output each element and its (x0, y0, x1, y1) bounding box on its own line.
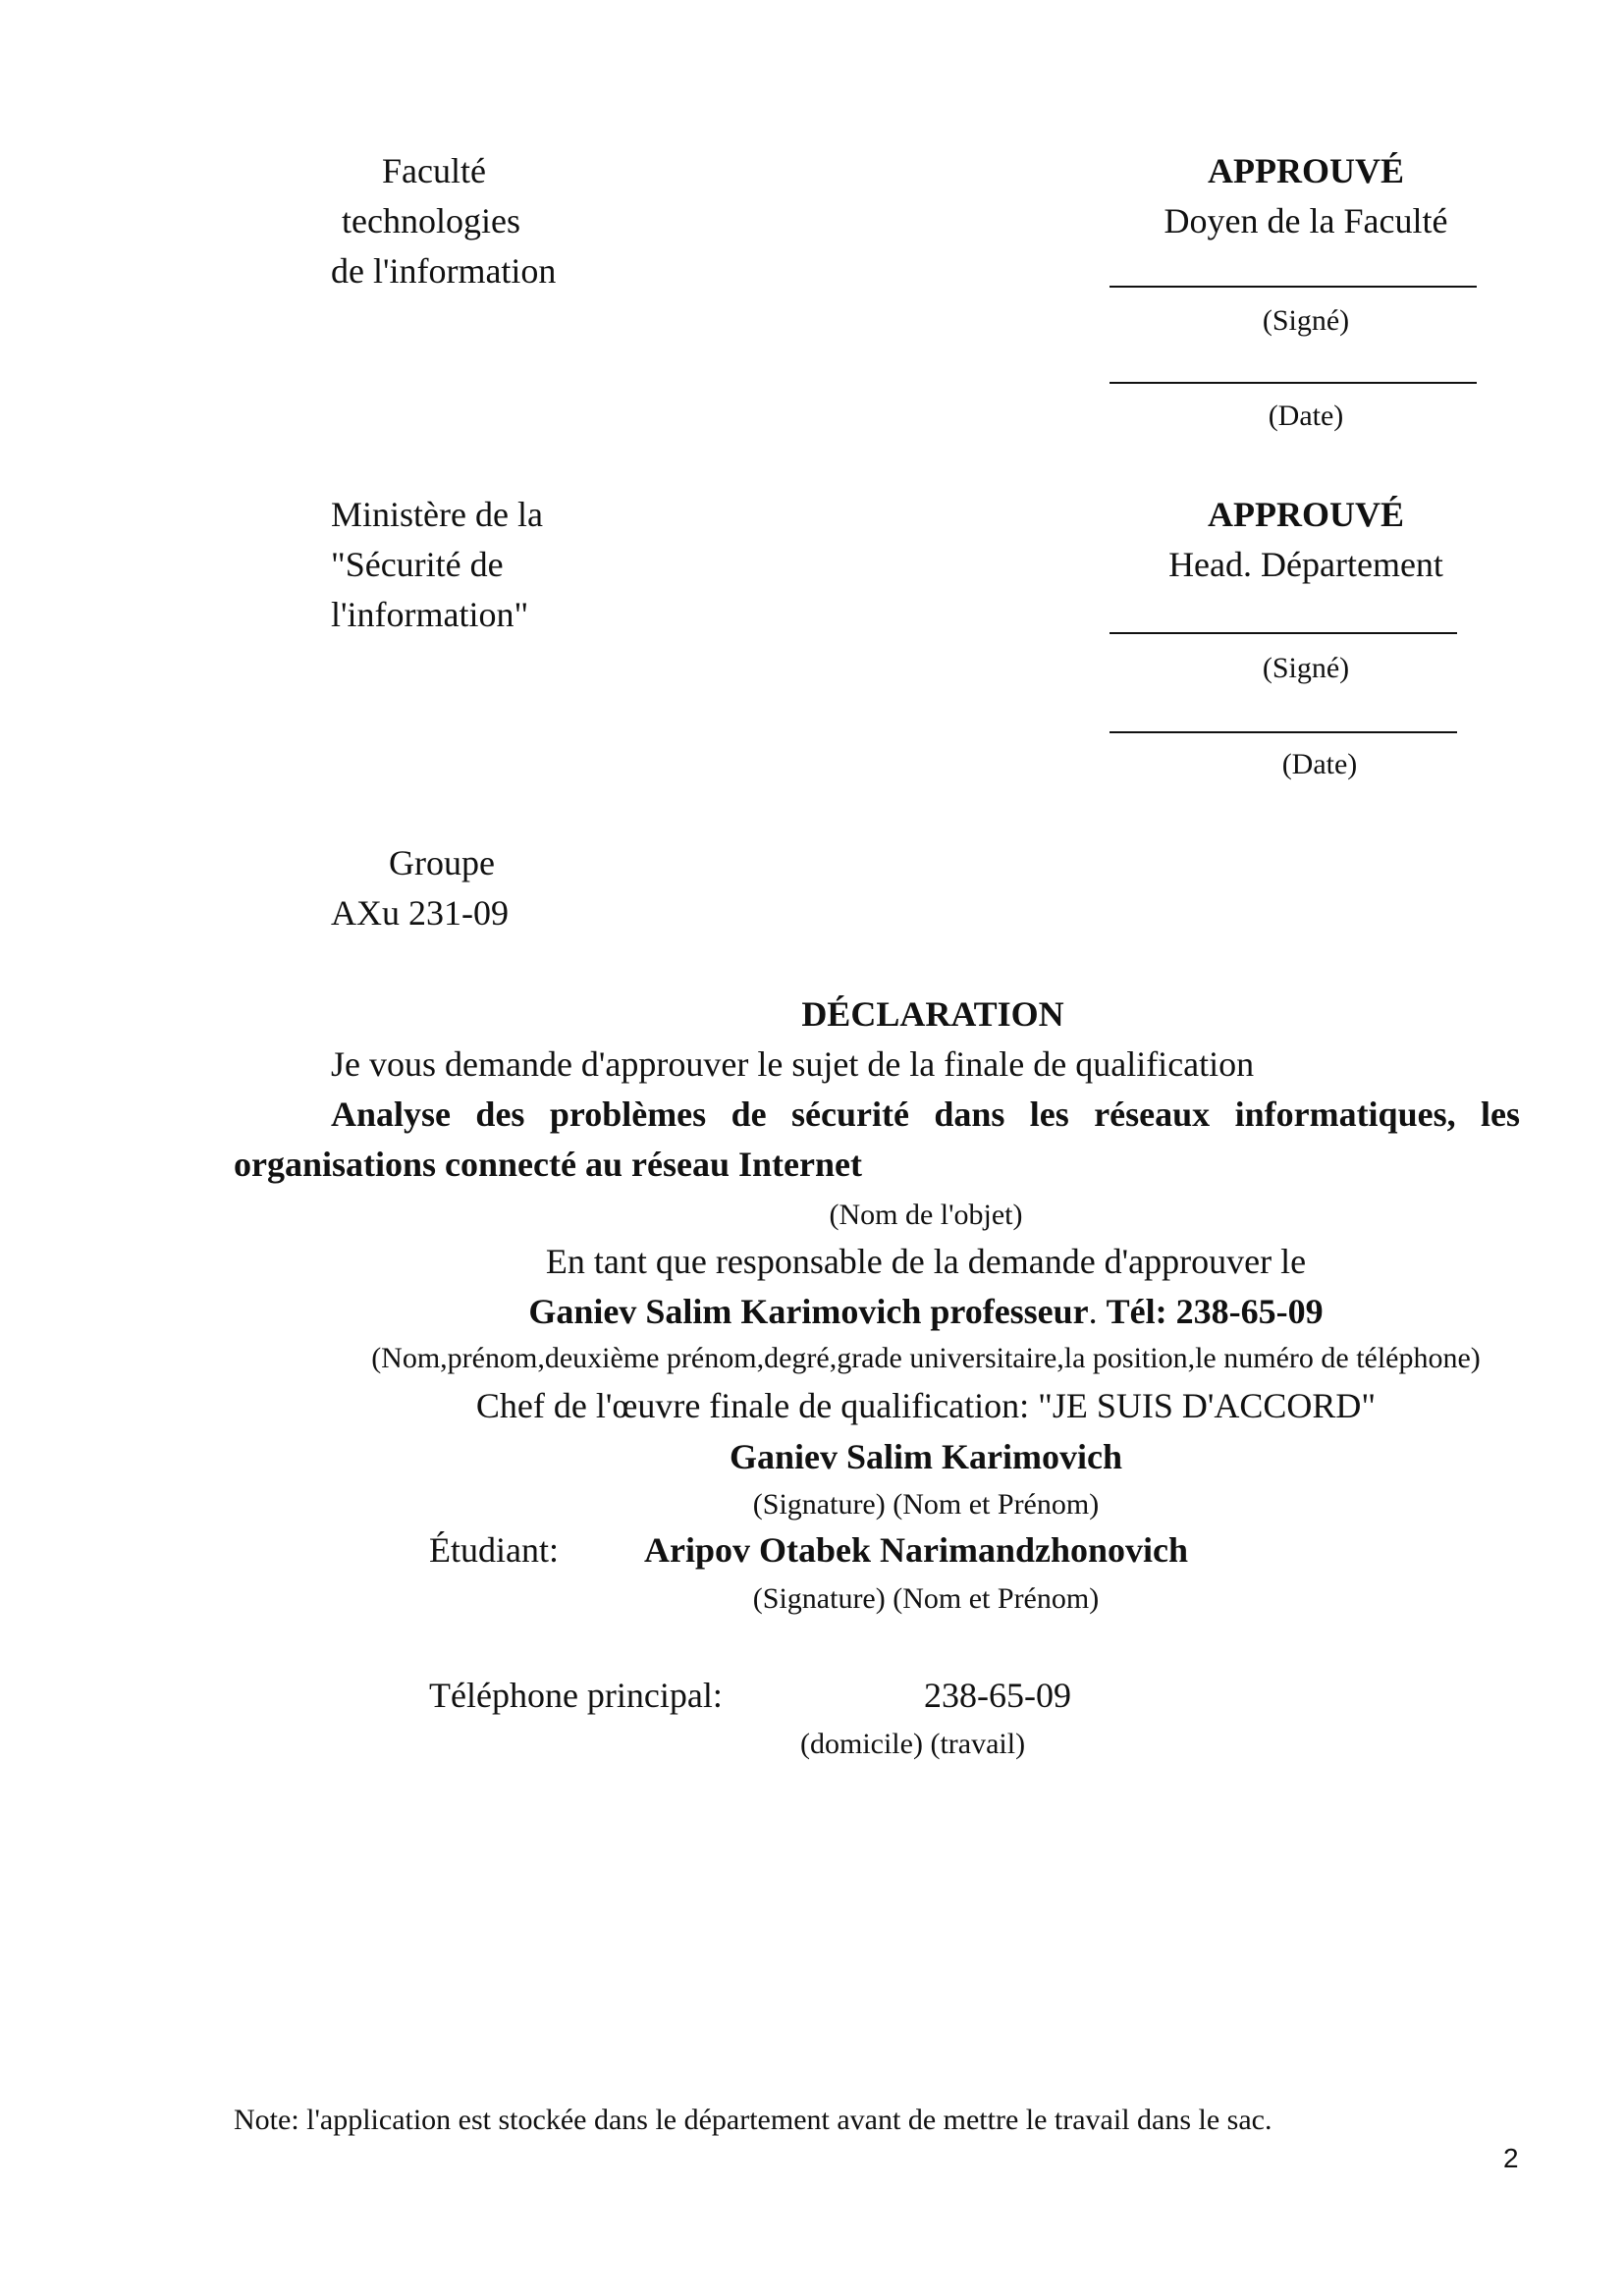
topic-caption: (Nom de l'objet) (829, 1199, 1023, 1231)
agreement-line: Chef de l'œuvre finale de qualification: "JE SUIS D'ACCORD" (475, 1386, 1377, 1425)
approval-1-date-line (1110, 382, 1477, 384)
approval-1-signature-line (1110, 286, 1477, 288)
approval-1-date-caption: (Date) (1268, 400, 1344, 432)
student-label: Étudiant: (429, 1530, 559, 1570)
student-signature-caption: (Signature) (Nom et Prénom) (752, 1582, 1100, 1615)
supervisor-separator: . (1088, 1292, 1098, 1331)
phone-label: Téléphone principal: (429, 1676, 723, 1715)
student-name: Aripov Otabek Narimandzhonovich (644, 1530, 1189, 1570)
group-code: AXu 231-09 (331, 893, 509, 933)
supervisor-caption: (Nom,prénom,deuxième prénom,degré,grade universitaire,la position,le numéro de téléphone) (371, 1342, 1481, 1374)
approval-2-signed-caption: (Signé) (1262, 652, 1350, 684)
approval-2-date-caption: (Date) (1281, 748, 1358, 780)
supervisor-line (337, 1287, 1515, 1337)
approval-2-role: Head. Département (1168, 545, 1443, 584)
responsible-line: En tant que responsable de la demande d'approuver le (545, 1242, 1307, 1281)
faculty-line-1: Faculté (382, 151, 486, 190)
phone-caption: (domicile) (travail) (800, 1728, 1026, 1760)
approval-2-heading: APPROUVÉ (1208, 495, 1404, 534)
thesis-topic: Analyse des problèmes de sécurité dans les réseaux informatiques, les organisations connecté au réseau Internet (234, 1095, 1520, 1184)
ministry-line-1: Ministère de la (331, 495, 543, 534)
ministry-line-2: "Sécurité de (331, 545, 504, 584)
head-name: Ganiev Salim Karimovich (730, 1437, 1122, 1476)
page-number: 2 (1503, 2143, 1519, 2173)
approval-2-date-line (1110, 731, 1457, 733)
approval-1-signed-caption: (Signé) (1262, 304, 1350, 337)
declaration-title: DÉCLARATION (801, 994, 1064, 1034)
supervisor-phone: Tél: 238-65-09 (1106, 1292, 1324, 1331)
head-signature-caption: (Signature) (Nom et Prénom) (752, 1488, 1100, 1521)
faculty-line-2: technologies (342, 201, 520, 240)
request-line: Je vous demande d'approuver le sujet de la finale de qualification (331, 1044, 1255, 1084)
approval-1-heading: APPROUVÉ (1208, 151, 1404, 190)
footer-note: Note: l'application est stockée dans le département avant de mettre le travail dans le sac. (234, 2104, 1272, 2136)
approval-1-role: Doyen de la Faculté (1164, 201, 1448, 240)
supervisor-name: Ganiev Salim Karimovich professeur (528, 1292, 1089, 1331)
faculty-line-3: de l'information (331, 251, 557, 291)
phone-value: 238-65-09 (924, 1676, 1071, 1715)
approval-2-signature-line (1110, 632, 1457, 634)
ministry-line-3: l'information" (331, 595, 529, 634)
group-label: Groupe (389, 843, 495, 882)
